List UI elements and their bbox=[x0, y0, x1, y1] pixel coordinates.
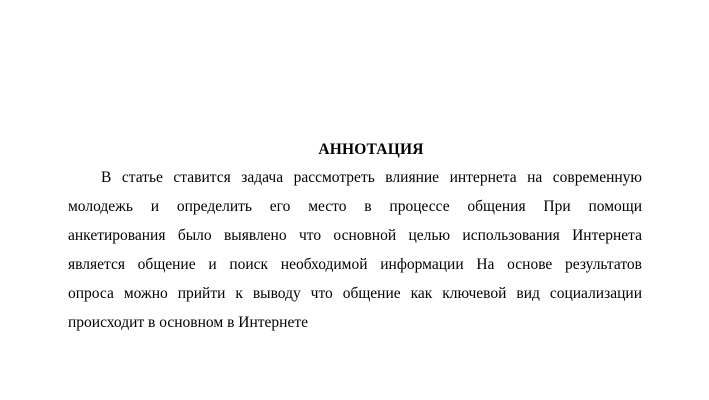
annotation-line-1: В статье ставится задача рассмотреть влияние интернета на современную bbox=[101, 169, 642, 186]
annotation-line-3: анкетирования было выявлено что основной целью использования Интернета bbox=[68, 227, 642, 244]
annotation-line-4: является общение и поиск необходимой информации На основе результатов bbox=[68, 256, 642, 273]
annotation-line-6: происходит в основном в Интернете bbox=[68, 314, 308, 331]
annotation-title: АННОТАЦИЯ bbox=[318, 141, 424, 158]
annotation-line-2: молодежь и определить его место в процессе общения При помощи bbox=[68, 198, 642, 215]
annotation-line-5: опроса можно прийти к выводу что общение как ключевой вид социализации bbox=[68, 285, 642, 302]
